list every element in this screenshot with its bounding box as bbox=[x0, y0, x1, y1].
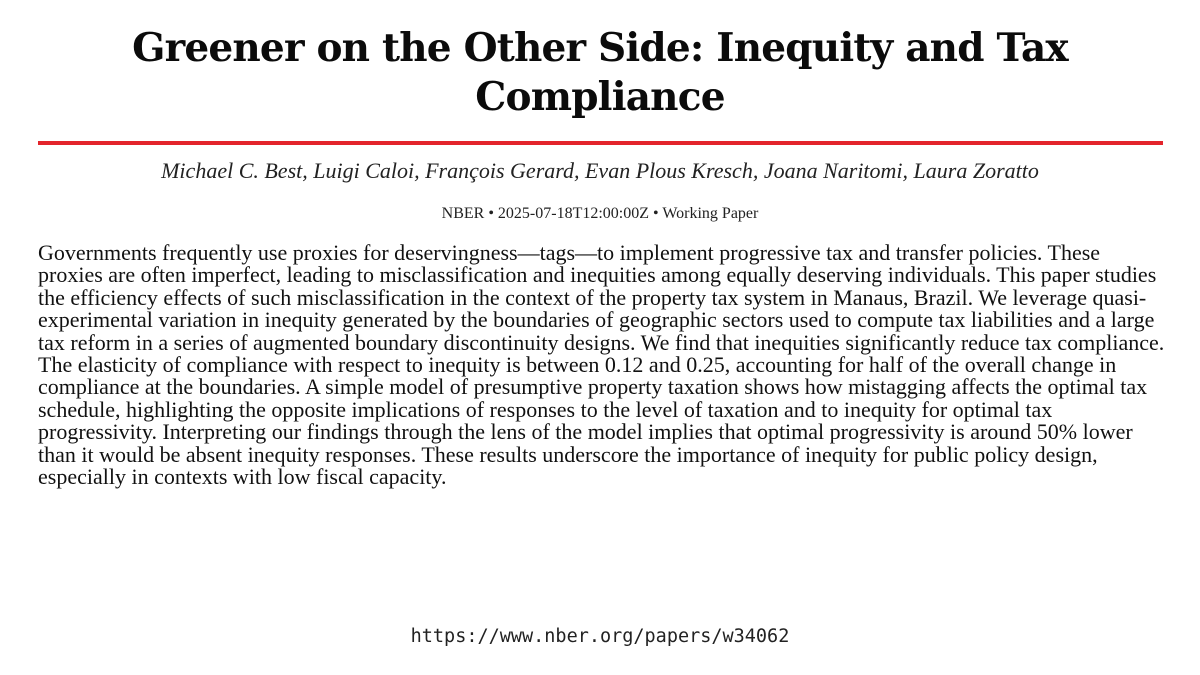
paper-url: https://www.nber.org/papers/w34062 bbox=[410, 626, 790, 647]
abstract-text: Governments frequently use proxies for deservingness—tags—to implement progressive tax and transfer policies. These proxies are often imperfect, leading to misclassification and inequities among equally deserving individuals. This paper studies the efficiency effects of such misclassification in the context of the property tax system in Manaus, Brazil. We leverage quasi-experimental variation in inequity generated by the boundaries of geographic sectors used to compute tax liabilities and a large tax reform in a series of augmented boundary discontinuity designs. We find that inequities significantly reduce tax compliance. The elasticity of compliance with respect to inequity is between 0.12 and 0.25, accounting for half of the overall change in compliance at the boundaries. A simple model of presumptive property taxation shows how mistagging affects the optimal tax schedule, highlighting the opposite implications of responses to the level of taxation and to inequity for optimal tax progressivity. Interpreting our findings through the lens of the model implies that optimal progressivity is around 50% lower than it would be absent inequity responses. These results underscore the importance of inequity for public policy design, especially in contexts with low fiscal capacity. bbox=[38, 240, 1165, 490]
author-list: Michael C. Best, Luigi Caloi, François Gerard, Evan Plous Kresch, Joana Naritomi, Laura Zoratto bbox=[161, 158, 1039, 183]
paper-title: Greener on the Other Side: Inequity and Tax Compliance bbox=[132, 25, 1068, 120]
title-divider bbox=[38, 141, 1163, 145]
publication-meta: NBER • 2025-07-18T12:00:00Z • Working Paper bbox=[441, 205, 759, 222]
